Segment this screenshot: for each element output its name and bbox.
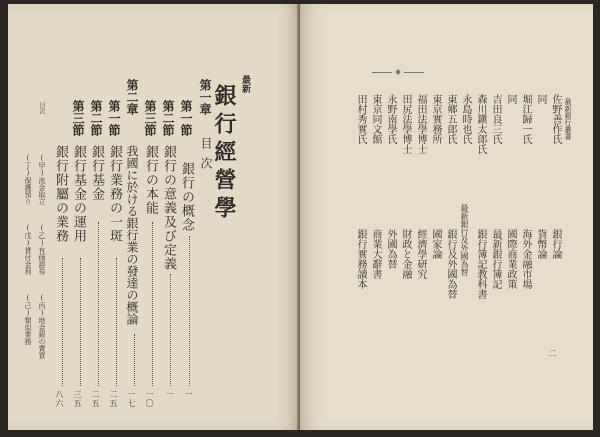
- series-title: 海外金融市場: [520, 229, 531, 289]
- series-author: 堀江歸一氏: [520, 94, 531, 144]
- series-author: 福田法學博士: [415, 94, 426, 154]
- toc-page-number: 二五: [91, 390, 100, 408]
- series-author: 吉田良三氏: [490, 94, 501, 144]
- side-item: (丙)地金銀の賣買: [38, 294, 46, 359]
- toc-entry-title: 銀行の本能: [143, 145, 158, 215]
- toc-entry-title: 銀行業務の一斑: [107, 145, 122, 243]
- series-author: 森川鎭太郎氏: [475, 94, 486, 154]
- toc-leader: [170, 274, 171, 386]
- toc-entry-title: 銀行の概念: [179, 162, 194, 232]
- toc-page-number: 八六: [55, 390, 64, 408]
- toc-page-number: 二五: [109, 390, 118, 408]
- left-page: [8, 4, 300, 430]
- series-title: 銀行及外國為替: [445, 229, 456, 299]
- series-author: 田村秀實氏: [355, 94, 366, 144]
- toc-section: 第三節: [143, 100, 157, 136]
- series-title: 財政と金融: [400, 229, 411, 279]
- toc-leader: [189, 236, 190, 386]
- side-item: (乙)有価證券: [38, 224, 46, 275]
- ornament-diamond: [395, 69, 401, 75]
- toc-page-number: 一〇: [145, 390, 154, 408]
- series-author: 同: [535, 94, 546, 104]
- toc-leader: [80, 258, 81, 386]
- right-page: [300, 4, 593, 430]
- toc-leader: [152, 222, 153, 386]
- series-title: 銀行論: [550, 229, 561, 259]
- book-title: 銀行經營學: [211, 84, 237, 224]
- series-author: 東京實務所: [430, 94, 441, 144]
- toc-section: 第二節: [161, 100, 175, 136]
- ornament-rule: [404, 72, 424, 73]
- toc-page-number: 一七: [127, 390, 136, 408]
- toc-leader: [134, 334, 135, 386]
- toc-entry-title: 銀行基金の運用: [71, 145, 86, 243]
- toc-leader: [98, 222, 99, 386]
- toc-section: 第三節: [71, 100, 85, 136]
- side-item: (戊)貸付金利: [24, 224, 32, 275]
- toc-page-number: 一: [165, 390, 174, 399]
- series-title: 國際商業政策: [505, 229, 516, 289]
- toc-page-number: 三五: [73, 390, 82, 408]
- side-item: (己)類似業務: [24, 294, 32, 345]
- series-title: 貨幣論: [535, 229, 546, 259]
- side-item: (甲)流金取立: [38, 154, 46, 205]
- series-title: 國家論: [430, 229, 441, 259]
- toc-leader: [62, 258, 63, 386]
- toc-entry-title: 銀行附屬の業務: [53, 145, 68, 243]
- page-folio: 二: [548, 349, 557, 357]
- toc-entry-title: 我國に於ける銀行業の發達の概論: [125, 145, 139, 325]
- side-item: (丁)保護預り: [24, 154, 32, 205]
- series-title: 銀行簿記教科書: [475, 229, 486, 299]
- series-author: 東鄉五郎氏: [445, 94, 456, 144]
- series-title: 經濟學研究: [415, 229, 426, 279]
- toc-entry-title: 銀行基金: [89, 145, 104, 201]
- series-header: 最新銀行叢書: [564, 98, 572, 140]
- title-prefix: 最新: [240, 75, 250, 93]
- toc-leader: [116, 258, 117, 386]
- side-title: 目次: [38, 102, 45, 114]
- series-author: 田尻法學博士: [400, 94, 411, 154]
- series-title: 最新銀行及外國為替: [460, 204, 469, 276]
- series-author: 同: [505, 94, 516, 104]
- series-author: 佐野善作氏: [550, 94, 561, 144]
- series-title: 外國為替: [385, 229, 396, 269]
- table-of-contents-heading: 目次: [199, 137, 213, 177]
- series-title: 最新銀行簿記: [490, 229, 501, 289]
- series-author: 東京同文館: [370, 94, 381, 144]
- ornament-rule: [372, 72, 392, 73]
- toc-section: 第一節: [107, 100, 121, 136]
- toc-entry-title: 銀行の意義及び定義: [161, 145, 176, 271]
- toc-section: 第二節: [89, 100, 103, 136]
- series-author: 永野南學氏: [385, 94, 396, 144]
- toc-chapter-1: 第一章: [198, 79, 212, 115]
- toc-section: 第一節: [179, 100, 193, 136]
- series-title: 銀行實務讀本: [355, 229, 366, 289]
- toc-chapter-2: 第二章: [125, 79, 139, 115]
- series-author: 永島時也氏: [460, 94, 471, 144]
- series-title: 商業大辭書: [370, 229, 381, 279]
- toc-page-number: 一: [184, 390, 193, 399]
